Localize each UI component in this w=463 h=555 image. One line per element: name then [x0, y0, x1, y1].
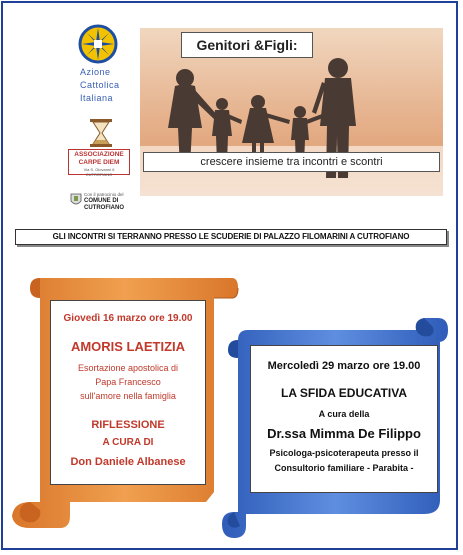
comune-line-2: CUTROFIANO: [84, 205, 124, 211]
event2-role-1: Psicologa-psicoterapeuta presso il: [269, 448, 419, 458]
event2-role-2: Consultorio familiare - Parabita -: [274, 463, 414, 473]
event1-desc-3: sull'amore nella famiglia: [80, 391, 176, 401]
event1-section-1: RIFLESSIONE: [91, 419, 165, 431]
event2-date: Mercoledì 29 marzo ore 19.00: [267, 360, 421, 372]
ac-line-3: Italiana: [80, 93, 114, 103]
event1-card: [50, 300, 206, 485]
banner-title: Genitori &Figli:: [181, 32, 313, 58]
comune-patronage: Con il patrocinio del: [84, 192, 124, 197]
comune-line-1: COMUNE DI: [84, 198, 119, 204]
event2-speaker: Dr.ssa Mimma De Filippo: [267, 426, 421, 441]
carpe-diem-line-3: Via S. Giovanni 6: [83, 167, 115, 172]
azione-cattolica-text: [80, 66, 140, 105]
carpe-diem-line-1: ASSOCIAZIONE: [74, 151, 124, 158]
azione-cattolica-logo: [78, 24, 118, 64]
event2-title: LA SFIDA EDUCATIVA: [281, 386, 407, 400]
event1-desc-2: Papa Francesco: [95, 377, 161, 387]
hourglass-icon: [88, 118, 114, 148]
carpe-diem-line-4: CUTROFIANO: [85, 172, 113, 177]
carpe-diem-logo: [68, 149, 130, 175]
event1-date: Giovedì 16 marzo ore 19.00: [63, 313, 193, 324]
carpe-diem-line-2: CARPE DIEM: [78, 159, 120, 166]
location-info-bar: GLI INCONTRI SI TERRANNO PRESSO LE SCUDERIE DI PALAZZO FILOMARINI A CUTROFIANO: [15, 229, 447, 245]
event1-section-2: A CURA DI: [102, 437, 154, 448]
event2-card: [250, 345, 438, 493]
event2-curated: A cura della: [318, 409, 370, 419]
event1-speaker: Don Daniele Albanese: [70, 456, 186, 468]
event1-title: AMORIS LAETIZIA: [70, 339, 186, 354]
banner-subtitle: crescere insieme tra incontri e scontri: [143, 152, 440, 172]
ac-line-1: Azione: [80, 67, 111, 77]
ac-line-2: Cattolica: [80, 80, 120, 90]
comune-logo-text: [84, 191, 144, 212]
event1-desc-1: Esortazione apostolica di: [77, 363, 179, 373]
coat-of-arms-icon: [70, 193, 82, 207]
